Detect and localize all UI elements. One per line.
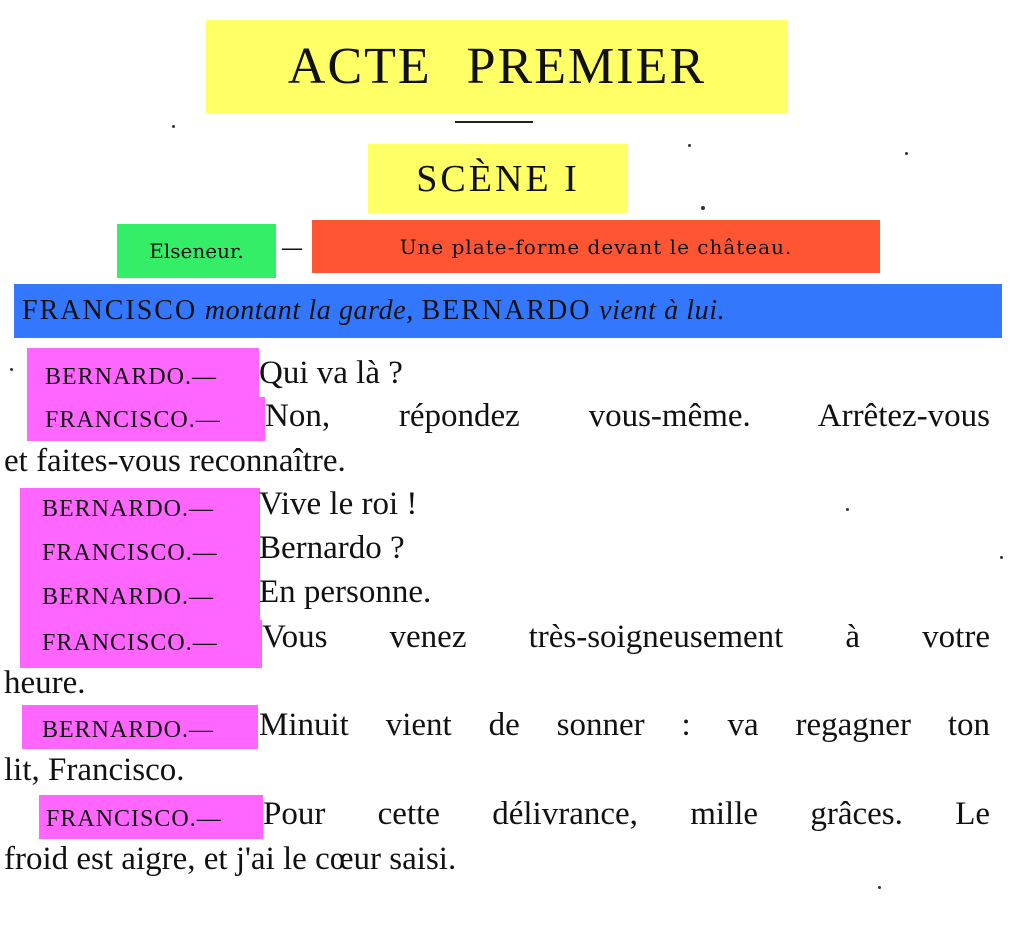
scan-speck — [10, 368, 13, 371]
speaker-label: BERNARDO.— — [45, 364, 218, 390]
speaker-label: FRANCISCO.— — [42, 630, 218, 656]
speaker-label: FRANCISCO.— — [46, 806, 222, 832]
dialogue-line: Vous venez très-soigneusement à votre — [262, 619, 990, 655]
speaker-label: BERNARDO.— — [42, 584, 215, 610]
place-highlight — [117, 224, 276, 278]
title-divider — [455, 121, 533, 123]
dialogue-line: Qui va là ? — [259, 355, 403, 391]
stage-character-bernardo: BERNARDO — [421, 295, 592, 326]
scan-speck — [905, 152, 908, 155]
dialogue-line: Non, répondez vous-même. Arrêtez-vous — [265, 398, 990, 434]
stage-direction — [22, 295, 725, 327]
dialogue-line: Pour cette délivrance, mille grâces. Le — [263, 796, 990, 832]
scan-speck — [878, 886, 881, 889]
place-name: Elseneur. — [149, 239, 244, 263]
act-title-highlight — [206, 20, 788, 113]
stage-action-2: vient à lui. — [599, 295, 726, 326]
scan-speck — [701, 206, 705, 210]
dialogue-continuation: froid est aigre, et j'ai le cœur saisi. — [4, 841, 457, 877]
setting-dash: — — [281, 236, 303, 261]
dialogue-line: Minuit vient de sonner : va regagner ton — [259, 707, 990, 743]
scan-speck — [846, 508, 849, 511]
dialogue-line: Bernardo ? — [259, 530, 405, 566]
dialogue-line: En personne. — [259, 574, 432, 610]
scan-speck — [1000, 556, 1003, 559]
stage-character-francisco: FRANCISCO — [22, 295, 198, 326]
speaker-label: FRANCISCO.— — [45, 407, 221, 433]
scan-speck — [688, 144, 691, 147]
scene-title: SCÈNE I — [416, 157, 580, 200]
dialogue-line: Vive le roi ! — [259, 486, 418, 522]
scene-title-highlight — [368, 144, 628, 213]
dialogue-continuation: et faites-vous reconnaître. — [4, 443, 346, 479]
dialogue-continuation: lit, Francisco. — [4, 752, 185, 788]
scan-speck — [172, 125, 175, 128]
speaker-label: FRANCISCO.— — [42, 540, 218, 566]
setting-description: Une plate-forme devant le château. — [399, 234, 793, 259]
stage-action-1: montant la garde, — [204, 295, 414, 326]
act-title: ACTE PREMIER — [287, 38, 707, 95]
dialogue-continuation: heure. — [4, 665, 86, 701]
stage-direction-highlight — [14, 284, 1002, 338]
speaker-label: BERNARDO.— — [42, 717, 215, 743]
speaker-label: BERNARDO.— — [42, 496, 215, 522]
setting-highlight — [312, 220, 880, 273]
